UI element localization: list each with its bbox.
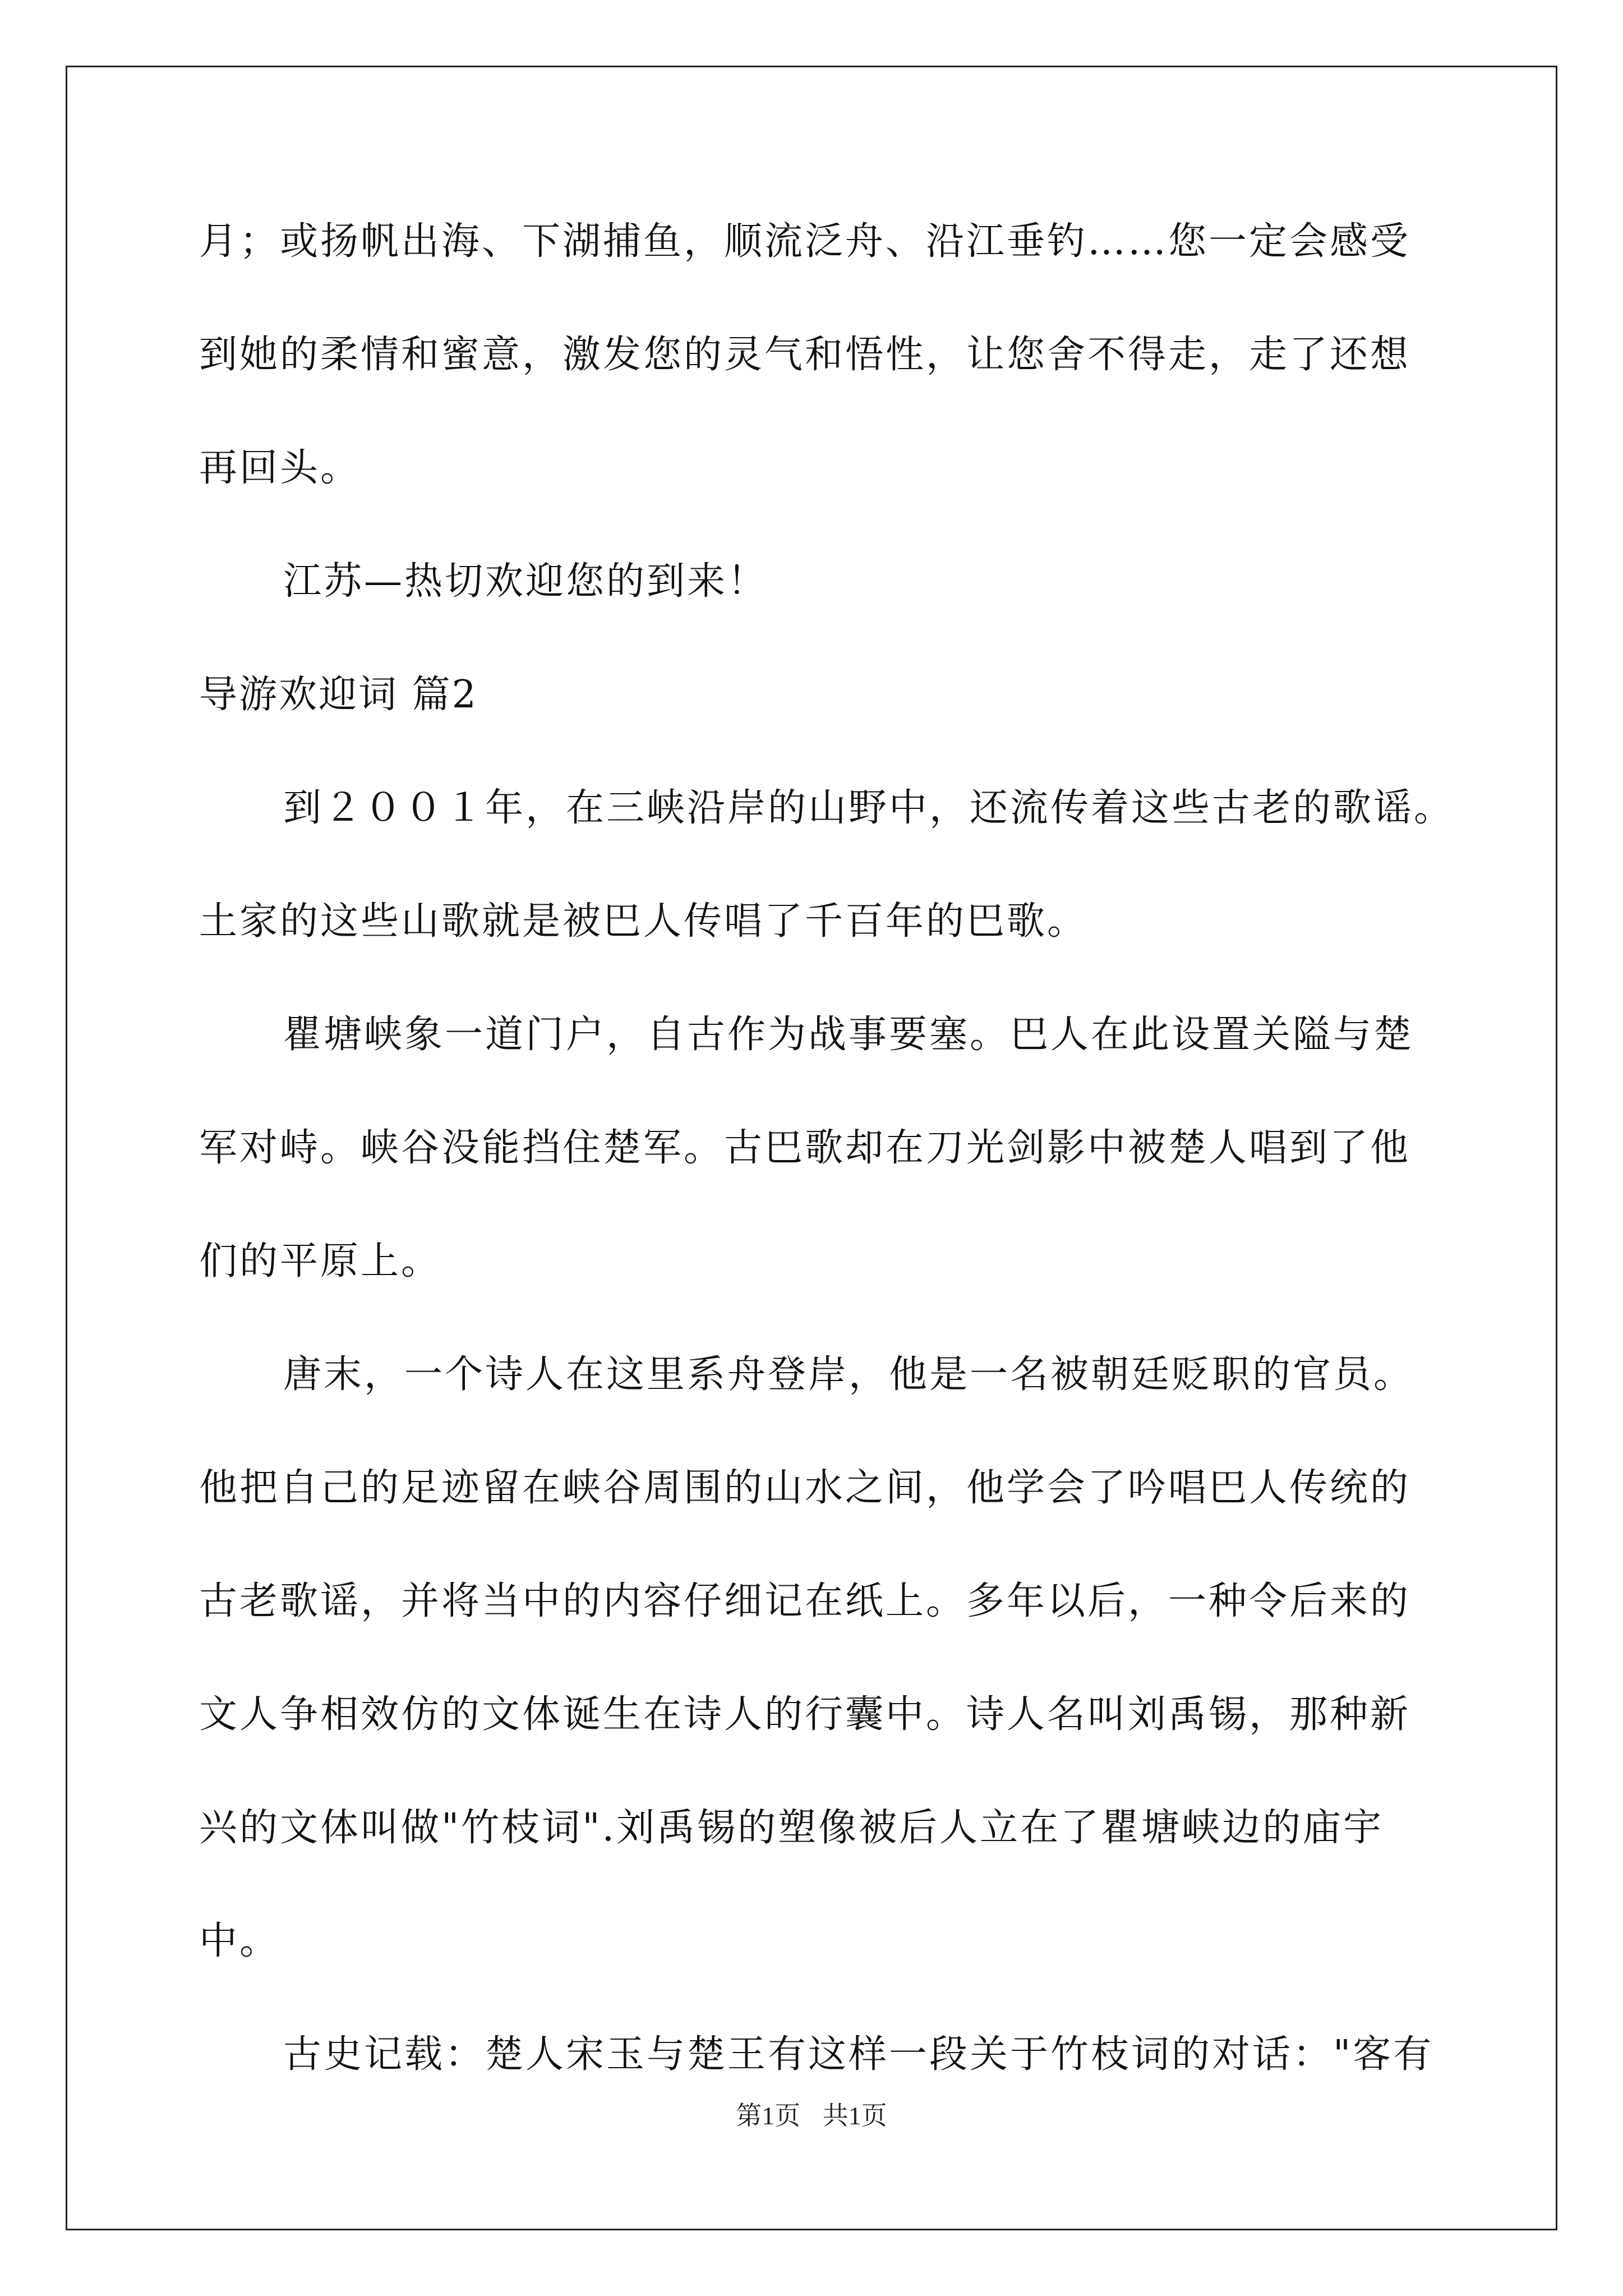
- text-line: 兴的文体叫做"竹枝词".刘禹锡的塑像被后人立在了瞿塘峡边的庙宇: [199, 1806, 1384, 1850]
- text-line: 们的平原上。: [199, 1239, 442, 1283]
- text-line: 中。: [199, 1919, 280, 1963]
- text-line: 他把自己的足迹留在峡谷周围的山水之间，他学会了吟唱巴人传统的: [199, 1466, 1411, 1510]
- section-heading: 导游欢迎词 篇2: [199, 673, 478, 717]
- text-line: 再回头。: [199, 446, 361, 490]
- text-line: 江苏—热切欢迎您的到来！: [283, 559, 768, 604]
- page-footer: [0, 2095, 1623, 2132]
- text-line: 到２００１年，在三峡沿岸的山野中，还流传着这些古老的歌谣。: [283, 786, 1455, 830]
- text-line: 瞿塘峡象一道门户，自古作为战事要塞。巴人在此设置关隘与楚: [283, 1013, 1414, 1057]
- text-line: 军对峙。峡谷没能挡住楚军。古巴歌却在刀光剑影中被楚人唱到了他: [199, 1126, 1411, 1170]
- text-line: 唐末，一个诗人在这里系舟登岸，他是一名被朝廷贬职的官员。: [283, 1352, 1414, 1397]
- page-number-total: 共1页: [822, 2101, 887, 2130]
- document-body: [199, 185, 1461, 2111]
- text-line: 月；或扬帆出海、下湖捕鱼，顺流泛舟、沿江垂钓……您一定会感受: [199, 219, 1411, 264]
- text-line: 土家的这些山歌就是被巴人传唱了千百年的巴歌。: [199, 899, 1088, 944]
- text-line: 文人争相效仿的文体诞生在诗人的行囊中。诗人名叫刘禹锡，那种新: [199, 1692, 1411, 1737]
- text-line: 到她的柔情和蜜意，激发您的灵气和悟性，让您舍不得走，走了还想: [199, 333, 1411, 377]
- text-line: 古史记载：楚人宋玉与楚王有这样一段关于竹枝词的对话："客有: [283, 2032, 1434, 2077]
- page-number-current: 第1页: [736, 2101, 801, 2130]
- text-line: 古老歌谣，并将当中的内容仔细记在纸上。多年以后，一种令后来的: [199, 1579, 1411, 1623]
